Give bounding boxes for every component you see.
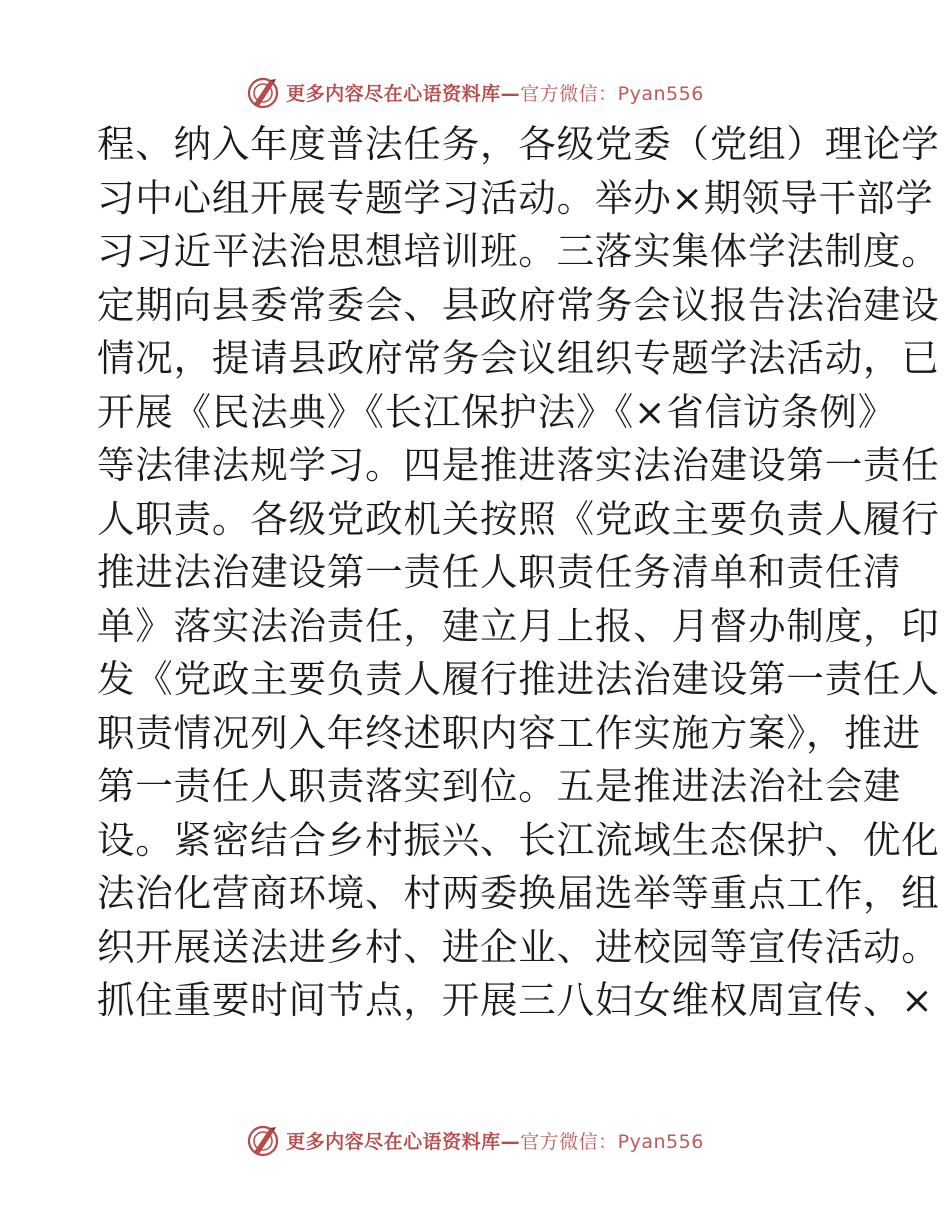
body-line: 法治化营商环境、村两委换届选举等重点工作，组 [97,871,940,915]
body-line: 程、纳入年度普法任务，各级党委（党组）理论学 [97,122,940,166]
watermark-separator: — [500,82,521,105]
watermark-wechat: 官方微信：Pyan556 [520,1130,704,1153]
body-line: 人职责。各级党政机关按照《党政主要负责人履行 [97,496,940,541]
document-body [97,118,940,1028]
footer-watermark [0,1120,950,1160]
watermark-brand: 更多内容尽在心语资料库 [286,82,501,105]
body-line: 等法律法规学习。四是推进落实法治建设第一责任 [97,443,940,487]
body-line: 职责情况列入年终述职内容工作实施方案》，推进 [97,710,921,755]
body-line: 织开展送法进乡村、进企业、进校园等宣传活动。 [97,924,940,969]
watermark-wechat: 官方微信：Pyan556 [520,82,704,105]
pen-logo-icon [246,1122,282,1158]
watermark-separator: — [500,1130,521,1153]
body-line: 习习近平法治思想培训班。三落实集体学法制度。 [97,229,940,273]
body-line: 抓住重要时间节点，开展三八妇女维权周宣传、× [97,978,934,1022]
watermark-text [286,79,704,106]
body-line: 发《党政主要负责人履行推进法治建设第一责任人 [97,657,940,701]
header-watermark [0,72,950,112]
body-line: 设。紧密结合乡村振兴、长江流域生态保护、优化 [97,817,940,862]
body-line: 习中心组开展专题学习活动。举办×期领导干部学 [97,175,934,220]
watermark-text [286,1127,704,1154]
body-line: 推进法治建设第一责任人职责任务清单和责任清 [97,550,902,594]
body-line: 定期向县委常委会、县政府常务会议报告法治建设 [97,282,940,327]
body-line: 单》落实法治责任，建立月上报、月督办制度，印 [97,603,940,648]
pen-logo-icon [246,74,282,110]
body-line: 情况，提请县政府常务会议组织专题学法活动，已 [97,336,940,380]
body-line: 第一责任人职责落实到位。五是推进法治社会建 [97,764,902,808]
body-line: 开展《民法典》《长江保护法》《×省信访条例》 [97,389,897,434]
watermark-brand: 更多内容尽在心语资料库 [286,1130,501,1153]
